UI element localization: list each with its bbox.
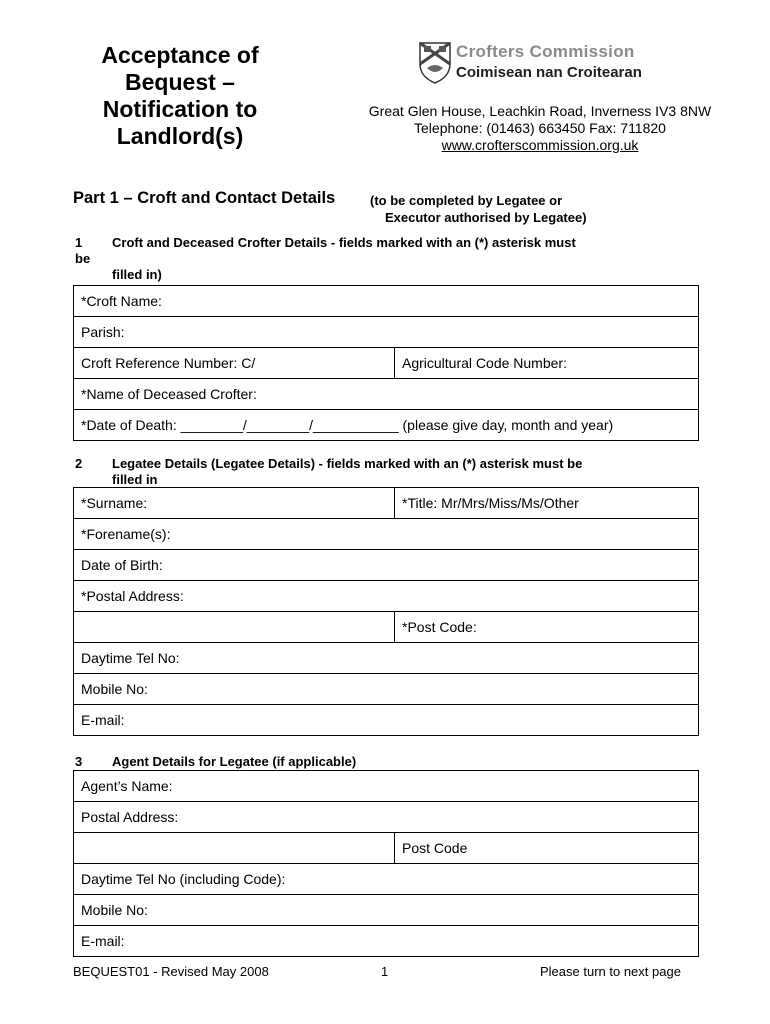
section-heading-wrap: be	[75, 251, 91, 266]
logo-english-name: Crofters Commission	[456, 42, 635, 61]
document-title	[80, 42, 280, 150]
section-1-form	[73, 285, 699, 441]
section-3-heading	[75, 754, 715, 770]
post-code-field[interactable]: *Post Code:	[395, 612, 699, 643]
croft-name-field[interactable]: *Croft Name:	[74, 286, 699, 317]
telephone-line: Telephone: (01463) 663450 Fax: 711820	[414, 120, 666, 136]
surname-field[interactable]: *Surname:	[74, 488, 395, 519]
agent-email-field[interactable]: E-mail:	[74, 926, 699, 957]
section-heading-text: Agent Details for Legatee (if applicable)	[112, 754, 357, 769]
page-number: 1	[381, 964, 389, 979]
agricultural-code-field[interactable]: Agricultural Code Number:	[395, 348, 699, 379]
section-heading-text: filled in	[112, 472, 158, 487]
title-line: Notification to	[102, 96, 258, 122]
date-of-death-field[interactable]: *Date of Death: ________/________/___________ (please give day, month and year)	[74, 410, 699, 441]
form-reference: BEQUEST01 - Revised May 2008	[73, 964, 269, 979]
croft-reference-field[interactable]: Croft Reference Number: C/	[74, 348, 395, 379]
email-field[interactable]: E-mail:	[74, 705, 699, 736]
deceased-name-field[interactable]: *Name of Deceased Crofter:	[74, 379, 699, 410]
section-3-form	[73, 770, 699, 957]
part-1-note-line: Executor authorised by Legatee)	[385, 210, 587, 225]
agent-post-code-field[interactable]: Post Code	[395, 833, 699, 864]
part-1-note	[370, 192, 587, 226]
continue-note: Please turn to next page	[540, 964, 681, 979]
section-2-form	[73, 487, 699, 736]
daytime-tel-field[interactable]: Daytime Tel No:	[74, 643, 699, 674]
parish-field[interactable]: Parish:	[74, 317, 699, 348]
date-of-birth-field[interactable]: Date of Birth:	[74, 550, 699, 581]
part-1-note-line: (to be completed by Legatee or	[370, 193, 563, 208]
part-1-title: Part 1 – Croft and Contact Details	[73, 189, 336, 207]
title-line: Landlord(s)	[116, 123, 244, 149]
section-heading-text: filled in)	[112, 267, 162, 282]
agent-name-field[interactable]: Agent’s Name:	[74, 771, 699, 802]
title-line: Acceptance of	[101, 42, 259, 68]
section-number: 1	[75, 235, 83, 250]
section-1-heading	[75, 235, 715, 283]
title-line: Bequest –	[125, 69, 235, 95]
section-2-heading	[75, 456, 715, 488]
section-heading-text: Croft and Deceased Crofter Details - fields marked with an (*) asterisk must	[112, 235, 576, 250]
postal-address-field[interactable]: *Postal Address:	[74, 581, 699, 612]
logo-gaelic-name: Coimisean nan Croitearan	[456, 64, 642, 81]
contact-address	[340, 103, 740, 154]
postal-address-continued-field[interactable]	[74, 612, 395, 643]
section-number: 2	[75, 456, 83, 471]
agent-mobile-field[interactable]: Mobile No:	[74, 895, 699, 926]
section-heading-text: Legatee Details (Legatee Details) - fields marked with an (*) asterisk must be	[112, 456, 583, 471]
website-link[interactable]: www.crofterscommission.org.uk	[441, 137, 639, 153]
title-field[interactable]: *Title: Mr/Mrs/Miss/Ms/Other	[395, 488, 699, 519]
crest-icon	[418, 40, 452, 84]
forenames-field[interactable]: *Forename(s):	[74, 519, 699, 550]
address-line: Great Glen House, Leachkin Road, Inverness IV3 8NW	[368, 103, 712, 119]
agent-daytime-tel-field[interactable]: Daytime Tel No (including Code):	[74, 864, 699, 895]
agent-postal-address-continued-field[interactable]	[74, 833, 395, 864]
agent-postal-address-field[interactable]: Postal Address:	[74, 802, 699, 833]
section-number: 3	[75, 754, 83, 769]
mobile-field[interactable]: Mobile No:	[74, 674, 699, 705]
crofters-commission-logo	[418, 40, 663, 86]
